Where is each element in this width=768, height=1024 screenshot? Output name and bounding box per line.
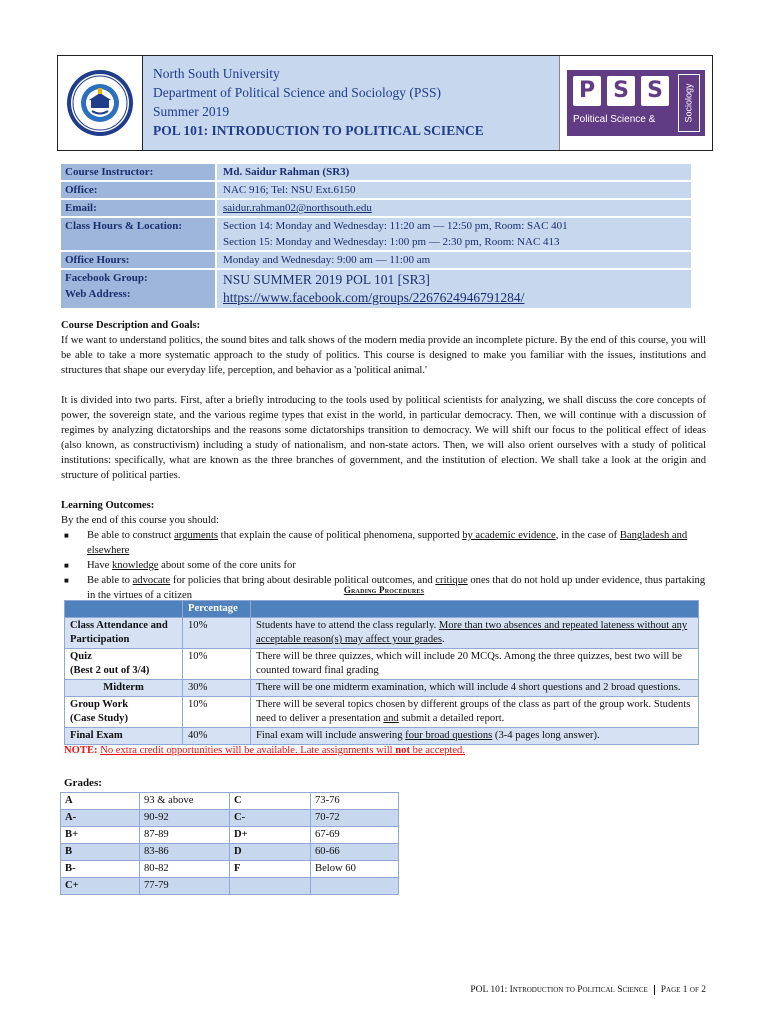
list-item: ■ Have knowledge about some of the core units for bbox=[61, 558, 706, 573]
grading-percentage: 10% bbox=[183, 649, 251, 680]
pss-logo bbox=[567, 70, 705, 136]
grading-percentage: 10% bbox=[183, 618, 251, 649]
table-row: B- 80-82 F Below 60 bbox=[61, 861, 399, 878]
info-row-email bbox=[61, 200, 691, 218]
page-number: Page 1 of 2 bbox=[660, 985, 706, 995]
table-row bbox=[65, 618, 699, 649]
description-paragraph-1: If we want to understand politics, the sound bites and talk shows of the modern media provide an incomplete picture. By the end of this course, you will be able to take a more systematic approach to the study of politics. This course is designed to make you familiar with the issues, institutions and structures that shape our everyday life, perception, and behavior as a 'political animal.' bbox=[61, 335, 706, 376]
list-item: ■ Be able to construct arguments that explain the cause of political phenomena, supported by academic evidence, in the case of Bangladesh and elsewhere bbox=[61, 528, 706, 558]
pss-letter-s2: S bbox=[641, 76, 669, 106]
description-heading: Course Description and Goals: bbox=[61, 320, 201, 331]
university-name: North South University bbox=[153, 66, 280, 81]
grading-description: There will be one midterm examination, which will include 4 short questions and 2 broad questions. bbox=[251, 680, 699, 697]
syllabus-body bbox=[61, 318, 706, 603]
info-label: Office Hours: bbox=[61, 252, 215, 268]
grading-description: Final exam will include answering four broad questions (3-4 pages long answer). bbox=[251, 728, 699, 745]
grading-percentage: 30% bbox=[183, 680, 251, 697]
web-address-label: Web Address: bbox=[65, 288, 131, 300]
info-row-class-hours bbox=[61, 218, 691, 252]
table-row bbox=[65, 728, 699, 745]
document-header bbox=[57, 55, 713, 151]
grading-item: Quiz (Best 2 out of 3/4) bbox=[65, 649, 183, 680]
grading-table bbox=[64, 600, 699, 745]
table-row: B+ 87-89 D+ 67-69 bbox=[61, 827, 399, 844]
list-item: ■ Be able to advocate for policies that bring about desirable political outcomes, and critique ones that do not hold up under evidence, thus partaking in the virtues of a citizen bbox=[61, 573, 706, 603]
info-value bbox=[217, 218, 691, 250]
bullet-square-icon: ■ bbox=[64, 561, 69, 570]
grading-percentage: 10% bbox=[183, 697, 251, 728]
grading-title: Grading Procedures bbox=[343, 585, 425, 595]
department-name: Department of Political Science and Sociology (PSS) bbox=[153, 85, 441, 100]
info-value: Md. Saidur Rahman (SR3) bbox=[217, 164, 691, 180]
table-row: A- 90-92 C- 70-72 bbox=[61, 810, 399, 827]
grading-item: Final Exam bbox=[65, 728, 183, 745]
info-value: Monday and Wednesday: 9:00 am — 11:00 am bbox=[217, 252, 691, 268]
nsu-seal-icon bbox=[65, 68, 135, 138]
late-policy-note: NOTE: No extra credit opportunities will be available. Late assignments will not be accepted. bbox=[64, 745, 465, 756]
header-title-block bbox=[143, 56, 559, 150]
email-link[interactable]: saidur.rahman02@northsouth.edu bbox=[217, 200, 691, 216]
pss-logo-vertical-text: Sociology bbox=[684, 83, 694, 123]
course-info-table bbox=[61, 164, 691, 310]
table-row bbox=[65, 649, 699, 680]
grading-description: There will be several topics chosen by different groups of the class as part of the group work. Students need to deliver a presentation and submit a detailed report. bbox=[251, 697, 699, 728]
table-row bbox=[65, 680, 699, 697]
table-row: B 83-86 D 60-66 bbox=[61, 844, 399, 861]
university-seal bbox=[58, 56, 143, 150]
pss-logo-box bbox=[559, 56, 712, 150]
facebook-group-name: NSU SUMMER 2019 POL 101 [SR3] bbox=[223, 272, 430, 287]
table-row bbox=[65, 697, 699, 728]
grading-item: Class Attendance and Participation bbox=[65, 618, 183, 649]
pss-letter-s1: S bbox=[607, 76, 635, 106]
grading-description: There will be three quizzes, which will include 20 MCQs. Among the three quizzes, best two will be counted toward final grading bbox=[251, 649, 699, 680]
percentage-header: Percentage bbox=[183, 601, 251, 618]
term: Summer 2019 bbox=[153, 104, 230, 119]
pss-logo-subtitle: Political Science & bbox=[573, 114, 656, 125]
grading-item: Group Work (Case Study) bbox=[65, 697, 183, 728]
info-row-office bbox=[61, 182, 691, 200]
info-row-facebook bbox=[61, 270, 691, 310]
info-row-office-hours bbox=[61, 252, 691, 270]
info-label: Course Instructor: bbox=[61, 164, 215, 180]
info-label: Class Hours & Location: bbox=[61, 218, 215, 250]
grading-item: Midterm bbox=[65, 680, 183, 697]
info-label bbox=[61, 270, 215, 308]
info-value: NAC 916; Tel: NSU Ext.6150 bbox=[217, 182, 691, 198]
grading-description: Students have to attend the class regularly. More than two absences and repeated lateness without any acceptable reason(s) may affect your grades. bbox=[251, 618, 699, 649]
info-value bbox=[217, 270, 691, 308]
page-footer bbox=[470, 985, 706, 995]
bullet-square-icon: ■ bbox=[64, 531, 69, 540]
outcomes-intro: By the end of this course you should: bbox=[61, 515, 220, 526]
section-14-schedule: Section 14: Monday and Wednesday: 11:20 am — 12:50 pm, Room: SAC 401 bbox=[223, 220, 568, 232]
info-row-instructor bbox=[61, 164, 691, 182]
pss-letter-p: P bbox=[573, 76, 601, 106]
course-title: POL 101: INTRODUCTION TO POLITICAL SCIENCE bbox=[153, 123, 484, 138]
table-row: A 93 & above C 73-76 bbox=[61, 793, 399, 810]
info-label: Email: bbox=[61, 200, 215, 216]
facebook-group-label: Facebook Group: bbox=[65, 272, 148, 284]
table-row: C+ 77-79 bbox=[61, 878, 399, 895]
grading-percentage: 40% bbox=[183, 728, 251, 745]
section-15-schedule: Section 15: Monday and Wednesday: 1:00 pm — 2:30 pm, Room: NAC 413 bbox=[223, 236, 560, 248]
grades-table bbox=[60, 792, 399, 895]
footer-course: POL 101: Introduction to Political Science bbox=[470, 985, 654, 995]
pss-logo-vertical-box bbox=[678, 74, 700, 132]
facebook-group-link[interactable]: https://www.facebook.com/groups/2267624946791284/ bbox=[223, 290, 525, 305]
description-paragraph-2: It is divided into two parts. First, after a briefly introducing to the tools used by political scientists for analyzing, we shall discuss the core concepts of power, the sovereign state, and the various regime types that exist in the world, in particular democracy. Then, we will continue with a discussion of regimes by analyzing dictatorships and the reasons some dictatorships transition to democracy. We will shift our focus to the political effect of ideas (also known, as constructivism) including a study of nationalism, and non-state actors. Then, we will also orient ourselves with a study of political institutions: specifically, what are known as the three branches of government, and the institution of election. We shall take a look at the origin and structure of political parties. bbox=[61, 395, 706, 481]
grading-header-row bbox=[65, 601, 699, 618]
bullet-square-icon: ■ bbox=[64, 576, 69, 585]
outcomes-heading: Learning Outcomes: bbox=[61, 500, 155, 511]
info-label: Office: bbox=[61, 182, 215, 198]
grades-heading: Grades: bbox=[64, 777, 102, 789]
